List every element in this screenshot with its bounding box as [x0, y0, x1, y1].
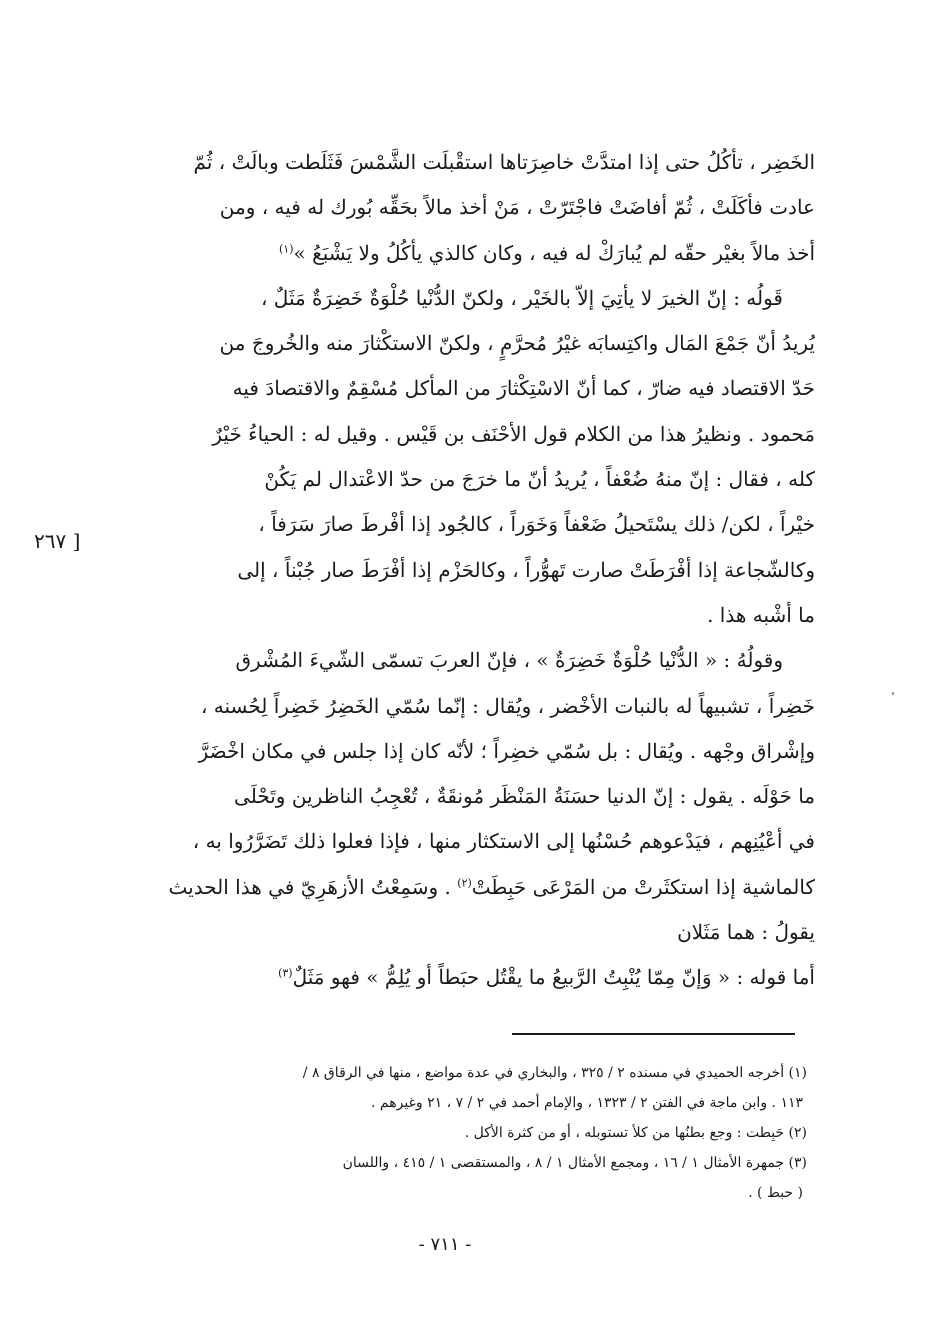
footnote-marker-1: (١)	[278, 241, 294, 255]
text-line-11: ما أشْبه هذا .	[707, 602, 815, 627]
footnote-marker-2: (٢)	[457, 876, 472, 890]
text-line-3	[115, 231, 815, 276]
text-line-15: ما حَوْلَه . يقول : إنّ الدنيا حسَنَةُ المَنْظَر مُونقَةٌ ، تُعْجِبُ الناظرين وتَحْلَى	[234, 784, 815, 809]
margin-page-reference: [ ٢٦٧	[34, 529, 81, 553]
footnote-line-3: (٢) حَبِطت : وجع بطنُها من كلأ تستوبله ، أو من كثرة الأكل .	[464, 1125, 807, 1141]
text-line-4: قَولُه : إنّ الخيرَ لا يأتِيَ إلاّ بالخَيْر ، ولكنّ الدُّنْيا حُلْوَةٌ خَضِرَةٌ مَثَلٌ ،	[260, 285, 783, 310]
footnote-line-4: (٣) جمهرة الأمثال ١ / ١٦ ، ومجمع الأمثال ١ / ٨ ، والمستقصى ١ / ٤١٥ ، واللسان	[342, 1155, 807, 1171]
text-line-14: وإشْراق وجْهه . ويُقال : بل سُمّي خضِراً ؛ لأنّه كان إذا جلس في مكان اخْضَرَّ	[198, 738, 815, 763]
text-line-17	[115, 865, 815, 910]
footnote-line-2: ١١٣ . وابن ماجة في الفتن ٢ / ١٣٢٣ ، والإمام أحمد في ٢ / ٧ ، ٢١ وغيرهم .	[371, 1095, 803, 1111]
text-line-1: الخَضِر ، تأكُلُ حتى إذا امتدَّتْ خاصِرَتاها استقْبلَت الشَّمْسَ فَثَلَطت وبالَتْ ، ثُمّ	[193, 150, 815, 174]
text-line-10: وكالشّجاعة إذا أفْرَطَتْ صارت تَهوُّراً ، وكالحَزْم إذا أفْرَطَ صار جُبْناً ، إلى	[237, 557, 815, 582]
text-line-13: خَضِراً ، تشبيهاً له بالنبات الأخْضر ، ويُقال : إنّما سُمّي الخَضِرُ خَضِراً لِحُسنه ،	[200, 693, 815, 718]
text-line-19	[115, 955, 815, 1000]
text-line-9: خيْراً ، لكن/ ذلك يسْتَحيلُ ضَعْفاً وَخَوَراً ، كالجُود إذا أفْرطَ صارَ سَرَفاً ،	[258, 512, 815, 537]
page-number: - ٧١١ -	[418, 1234, 472, 1255]
main-text-block	[115, 140, 815, 1001]
text-line-17-content: كالماشية إذا استكثَرتْ من المَرْعَى حَبِطَتْ	[471, 874, 815, 899]
footnotes-block	[117, 1058, 807, 1208]
footnote-line-5: ( حبط ) .	[748, 1185, 803, 1201]
text-line-16: في أعْيُنِهم ، فيَدْعوهم حُسْنُها إلى الاستكثار منها ، فإذا فعلوا ذلك تَضَرَّرُوا به ،	[192, 829, 815, 854]
scan-speck	[892, 692, 894, 695]
text-line-7: مَحمود . ونظيرُ هذا من الكلام قول الأحْنَف بن قَيْس . وقيل له : الحياءُ خَيْرٌ	[212, 421, 815, 446]
text-line-5: يُريدُ أنّ جَمْعَ المَال واكتِسابَه غيْرُ مُحرَّمٍ ، ولكنّ الاستكْثارَ منه والخُروجَ من	[219, 331, 815, 356]
text-line-3-content: أخذ مالاً بغيْر حقّه لم يُبارَكْ له فيه ، وكان كالذي يأكُلُ ولا يَشْبَعُ »	[293, 240, 815, 265]
text-line-18: يقولُ : هما مَثَلان	[677, 920, 815, 945]
footnote-line-1: (١) أخرجه الحميدي في مسنده ٢ / ٣٢٥ ، والبخاري في عدة مواضع ، منها في الرقاق ٨ /	[302, 1065, 807, 1081]
footnote-marker-3: (٣)	[278, 966, 293, 980]
text-line-12: وقولُهُ : « الدُّنْيا حُلْوَةٌ خَضِرَةٌ » ، فإنّ العربَ تسمّى الشّيءَ المُشْرق	[235, 648, 783, 673]
text-line-6: حَدّ الاقتصاد فيه ضارّ ، كما أنّ الاسْتِكْثارَ من المأكل مُسْقِمٌ والاقتصادَ فيه	[232, 376, 815, 401]
text-line-19-content: أما قوله : « وَإنّ مِمّا يُنْبِتُ الرَّبيعُ ما يقْتُل حبَطاً أو يُلِمُّ » فهو مَثَلٌ	[292, 965, 815, 990]
text-line-17-tail: . وسَمِعْتُ الأزهَرِيّ في هذا الحديث	[168, 874, 458, 899]
text-line-2: عادت فأكَلَتْ ، ثُمّ أفاضَتْ فاجْتَرّتْ ، مَنْ أخذ مالاً بحَقِّه بُورك له فيه ، ومن	[219, 195, 815, 220]
footnote-separator	[512, 1033, 795, 1035]
text-line-8: كله ، فقال : إنّ منهُ ضُعْفاً ، يُريدُ أنّ ما خرَجَ من حدّ الاعْتدال لم يَكُنْ	[264, 467, 815, 492]
